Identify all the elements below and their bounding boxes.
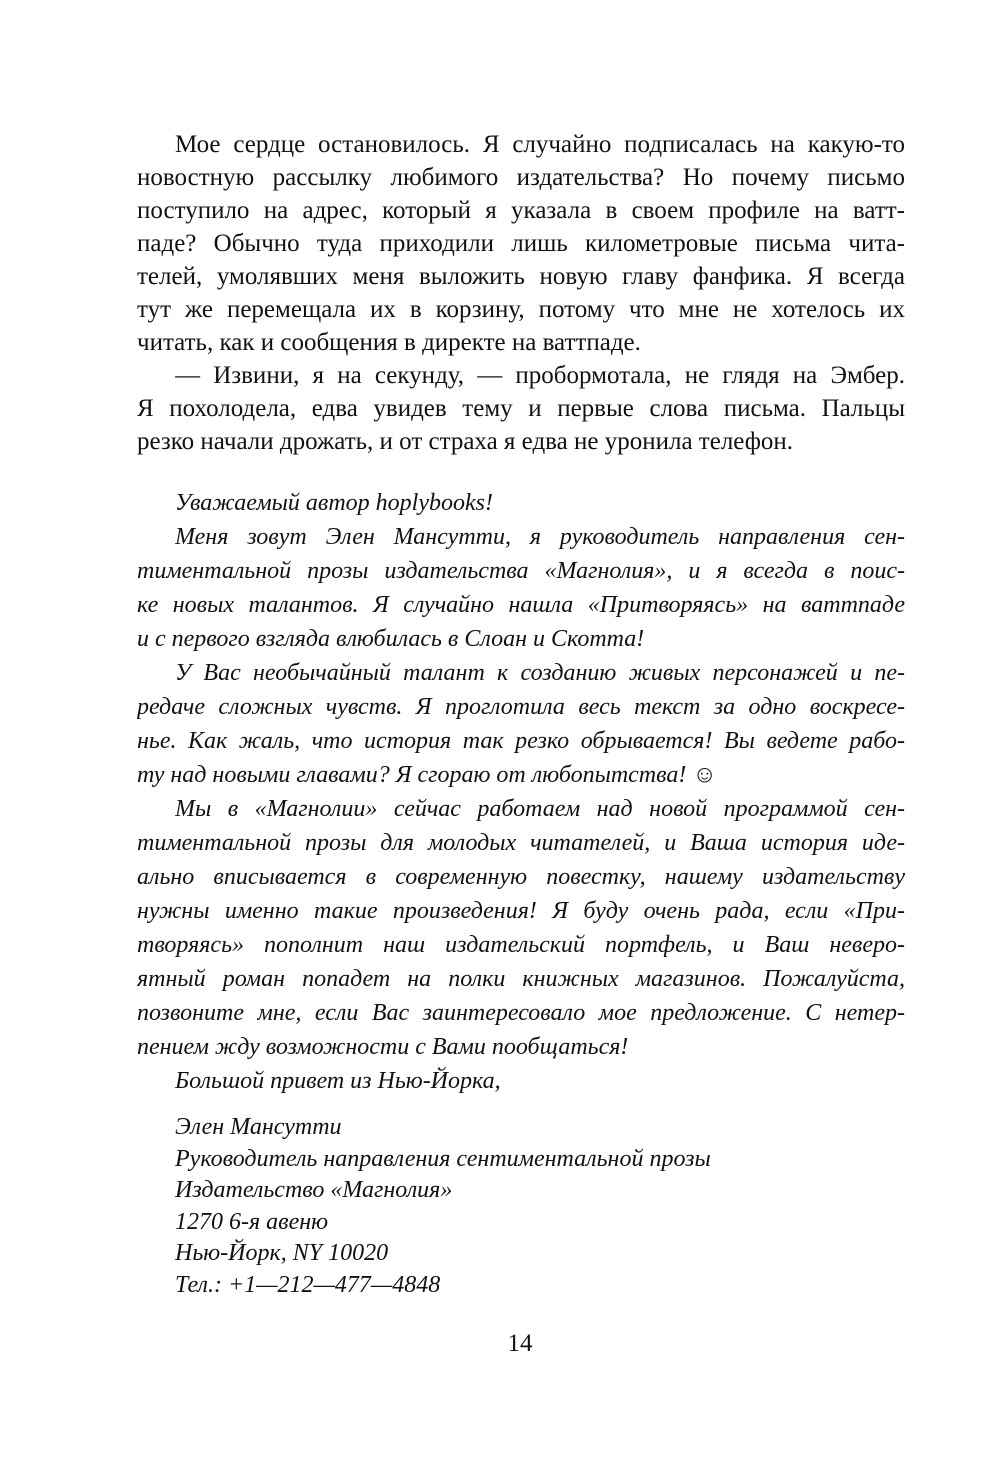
page-number: 14 <box>507 1330 533 1357</box>
signature-line: Элен Мансутти <box>175 1114 342 1140</box>
narrative-paragraph-line: телей, умолявших меня выложить новую главу фанфика. Я всегда <box>137 263 905 290</box>
letter-paragraph-line: Большой привет из Нью-Йорка, <box>175 1068 501 1094</box>
signature-line: 1270 6-я авеню <box>175 1208 329 1235</box>
signature-line: Тел.: +1—212—477—4848 <box>175 1272 441 1298</box>
narrative-paragraph-line: Мое сердце остановилось. Я случайно подписалась на какую-то <box>175 131 905 158</box>
letter-paragraph-line: У Вас необычайный талант к созданию живых персонажей и пе- <box>175 660 905 686</box>
letter-paragraph-line: нье. Как жаль, что история так резко обрывается! Вы ведете рабо- <box>137 728 905 754</box>
letter-paragraph-line: пением жду возможности с Вами пообщаться! <box>137 1034 629 1060</box>
letter-paragraph-line: и с первого взгляда влюбилась в Слоан и Скотта! <box>137 626 645 652</box>
signature-line: Руководитель направления сентиментальной прозы <box>175 1145 711 1172</box>
letter-paragraph-line: ке новых талантов. Я случайно нашла «Притворяясь» на ваттпаде <box>137 592 905 618</box>
letter-paragraph-line: творяясь» пополнит наш издательский портфель, и Ваш неверо- <box>137 932 905 958</box>
signature-line: Нью-Йорк, NY 10020 <box>175 1240 389 1267</box>
letter-paragraph-line: Уважаемый автор hoplybooks! <box>175 490 493 516</box>
letter-paragraph-line: ту над новыми главами? Я сгораю от любопытства! ☺ <box>137 762 717 788</box>
letter-paragraph-line: тиментальной прозы издательства «Магнолия», и я всегда в поис- <box>137 558 905 584</box>
narrative-paragraph-line: резко начали дрожать, и от страха я едва не уронила телефон. <box>137 428 794 455</box>
letter-paragraph-line: позвоните мне, если Вас заинтересовало мое предложение. С нетер- <box>137 1000 905 1026</box>
narrative-paragraph-line: новостную рассылку любимого издательства? Но почему письмо <box>137 164 905 191</box>
letter-paragraph-line: ятный роман попадет на полки книжных магазинов. Пожалуйста, <box>137 966 905 992</box>
narrative-paragraph-line: читать, как и сообщения в директе на ваттпаде. <box>137 329 641 356</box>
narrative-paragraph-line: Я похолодела, едва увидев тему и первые слова письма. Пальцы <box>137 395 905 422</box>
letter-paragraph-line: редаче сложных чувств. Я проглотила весь текст за одно воскресе- <box>137 694 905 720</box>
letter-paragraph-line: Мы в «Магнолии» сейчас работаем над новой программой сен- <box>175 796 905 822</box>
letter-paragraph-line: ально вписывается в современную повестку, нашему издательству <box>137 864 905 890</box>
letter-paragraph-line: тиментальной прозы для молодых читателей, и Ваша история иде- <box>137 830 905 856</box>
narrative-paragraph-line: поступило на адрес, который я указала в своем профиле на ватт- <box>137 197 905 224</box>
letter-paragraph-line: Меня зовут Элен Мансутти, я руководитель направления сен- <box>175 524 905 550</box>
narrative-paragraph-line: паде? Обычно туда приходили лишь километровые письма чита- <box>137 230 905 257</box>
narrative-paragraph-line: тут же перемещала их в корзину, потому что мне не хотелось их <box>137 296 905 323</box>
narrative-paragraph-line: — Извини, я на секунду, — пробормотала, не глядя на Эмбер. <box>175 362 905 389</box>
letter-paragraph-line: нужны именно такие произведения! Я буду очень рада, если «При- <box>137 898 905 924</box>
signature-line: Издательство «Магнолия» <box>175 1177 453 1204</box>
